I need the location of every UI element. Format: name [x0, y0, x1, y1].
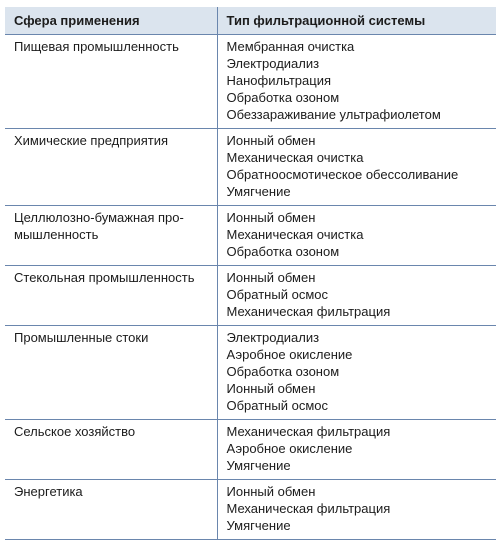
- system-item: Ионный обмен: [226, 210, 316, 225]
- filtration-table-container: [5, 7, 496, 540]
- table-row: [5, 35, 496, 129]
- system-item: Ионный обмен: [226, 270, 316, 285]
- sphere-label: Пищевая промышленность: [14, 39, 179, 54]
- filtration-table: [5, 7, 496, 540]
- system-item: Умягчение: [226, 518, 291, 533]
- system-item: Механическая очистка: [226, 150, 364, 165]
- column-header-sphere: Сфера применения: [5, 7, 217, 35]
- system-item: Мембранная очистка: [226, 39, 355, 54]
- system-item: Ионный обмен: [226, 133, 316, 148]
- sphere-cell: [5, 129, 217, 206]
- system-item: Аэробное окисление: [226, 441, 353, 456]
- table-row: [5, 266, 496, 326]
- system-item: Нанофильтрация: [226, 73, 331, 88]
- table-header: [5, 7, 496, 35]
- system-item: Обратноосмотическое обессоливание: [226, 167, 459, 182]
- system-item: Аэробное окисление: [226, 347, 353, 362]
- system-item: Умягчение: [226, 458, 291, 473]
- system-item: Электродиализ: [226, 330, 320, 345]
- sphere-cell: [5, 420, 217, 480]
- system-item: Механическая фильтрация: [226, 304, 391, 319]
- system-item: Механическая фильтрация: [226, 424, 391, 439]
- sphere-label: Промышленные стоки: [14, 330, 149, 345]
- system-item: Умягчение: [226, 184, 291, 199]
- table-body: [5, 35, 496, 540]
- sphere-cell: [5, 480, 217, 540]
- table-row: [5, 206, 496, 266]
- column-header-system-type: Тип фильтрационной системы: [217, 7, 496, 35]
- sphere-label: Стекольная промышленность: [14, 270, 195, 285]
- sphere-cell: [5, 326, 217, 420]
- systems-cell: [217, 420, 496, 480]
- header-row: [5, 7, 496, 35]
- system-item: Ионный обмен: [226, 381, 316, 396]
- sphere-cell: [5, 35, 217, 129]
- system-item: Электродиализ: [226, 56, 320, 71]
- systems-cell: [217, 480, 496, 540]
- systems-cell: [217, 35, 496, 129]
- system-item: Обратный осмос: [226, 287, 328, 302]
- table-row: [5, 326, 496, 420]
- systems-cell: [217, 129, 496, 206]
- sphere-cell: [5, 206, 217, 266]
- system-item: Обратный осмос: [226, 398, 328, 413]
- table-row: [5, 480, 496, 540]
- table-row: [5, 129, 496, 206]
- system-item: Механическая очистка: [226, 227, 364, 242]
- sphere-label: Энергетика: [14, 484, 83, 499]
- systems-cell: [217, 266, 496, 326]
- sphere-label: Сельское хозяйство: [14, 424, 136, 439]
- table-row: [5, 420, 496, 480]
- sphere-label: Целлюлозно-бумажная про-мышленность: [14, 210, 184, 242]
- systems-cell: [217, 206, 496, 266]
- system-item: Ионный обмен: [226, 484, 316, 499]
- sphere-label: Химические предприятия: [14, 133, 169, 148]
- system-item: Обработка озоном: [226, 244, 340, 259]
- system-item: Обеззараживание ультрафиолетом: [226, 107, 441, 122]
- system-item: Механическая фильтрация: [226, 501, 391, 516]
- system-item: Обработка озоном: [226, 90, 340, 105]
- sphere-cell: [5, 266, 217, 326]
- systems-cell: [217, 326, 496, 420]
- system-item: Обработка озоном: [226, 364, 340, 379]
